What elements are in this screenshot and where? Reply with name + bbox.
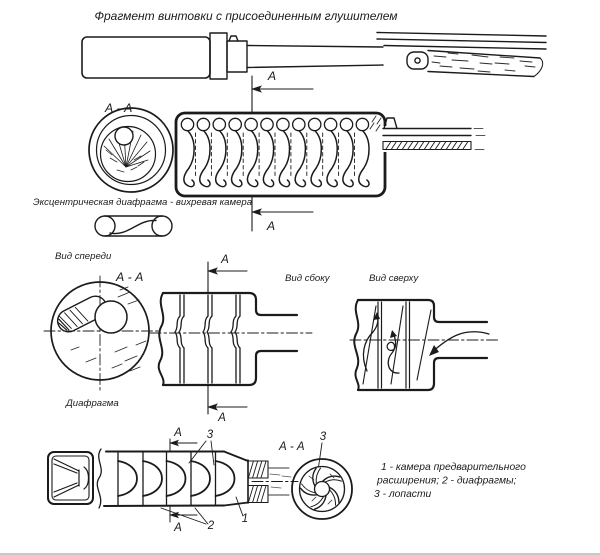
diaphragm-label: Диафрагма <box>66 398 119 409</box>
section-aa-label: А - А <box>116 270 144 284</box>
section-letter: А <box>174 522 182 534</box>
dome-diaphragm <box>143 453 162 506</box>
legend <box>374 462 526 500</box>
legend-line: 3 - лопасти <box>374 489 432 500</box>
part3-callout: 3 <box>206 429 214 441</box>
section-aa-label: А - А <box>105 101 133 115</box>
section-letter: А <box>174 427 182 439</box>
dome-diaphragm <box>167 453 186 506</box>
tilted-vane <box>417 310 431 380</box>
suppressor-body-outline <box>82 37 210 78</box>
barrel-end-dashes <box>474 129 485 150</box>
section-marker-top <box>251 69 313 112</box>
break-line <box>354 300 358 390</box>
vortex-unit <box>277 118 291 186</box>
dome-diaphragm <box>118 453 137 506</box>
stock-pivot-cap <box>407 52 428 69</box>
front-view-drawing <box>44 251 158 409</box>
dome-diaphragm <box>191 453 210 506</box>
multi-chamber-suppressor-drawing <box>48 427 298 534</box>
barrel-wall-hatch <box>386 142 468 149</box>
wood-grain-texture <box>432 53 535 72</box>
front-sight-bump <box>229 36 238 41</box>
end-cap-funnel <box>54 459 89 497</box>
vortex-unit <box>293 118 307 186</box>
part1-callout: 1 <box>241 513 249 525</box>
eccentric-diaphragm-caption: Эксцентрическая диафрагма - вихревая камера <box>33 197 253 208</box>
side-view-label: Вид сбоку <box>285 273 330 284</box>
section-letter: А <box>218 412 226 424</box>
bullet-passage-hole <box>115 127 133 145</box>
fan-section-aa-drawing <box>278 431 352 519</box>
section-letter: А <box>267 69 277 83</box>
front-view-label: Вид спереди <box>55 251 112 262</box>
vortex-unit <box>309 118 323 186</box>
break-line <box>97 449 101 508</box>
vortex-unit <box>340 118 354 186</box>
top-view-label: Вид сверху <box>369 273 419 284</box>
page-title: Фрагмент винтовки с присоединенным глушителем <box>94 9 398 23</box>
fan-blades <box>301 468 342 509</box>
vortex-unit <box>261 118 275 186</box>
side-view-diaphragms <box>175 295 240 383</box>
vortex-unit <box>213 118 227 186</box>
vortex-unit <box>229 118 243 186</box>
vortex-unit <box>197 118 211 186</box>
shell-inner-hatch <box>370 116 381 131</box>
section-aa-label: А - А <box>279 441 305 453</box>
bore-dashes <box>270 474 291 488</box>
suppressor-cross-section-aa <box>89 101 173 192</box>
side-view-drawing <box>150 254 331 424</box>
suppressor-coupling <box>210 33 227 79</box>
bullet-passage-hole <box>95 301 127 333</box>
section-marker-bottom <box>251 197 313 233</box>
legend-line: расширения; 2 - диафрагмы; <box>377 475 517 487</box>
vortex-unit <box>356 118 369 186</box>
vortex-unit <box>245 118 259 186</box>
section-letter: А <box>221 254 229 266</box>
muzzle-adapter <box>227 41 247 72</box>
vortex-chambers <box>181 118 369 186</box>
part3-callout: 3 <box>319 431 327 443</box>
legend-line: 1 - камера предварительного <box>381 462 526 473</box>
pivot-screw <box>415 58 420 63</box>
part2-callout: 2 <box>207 520 215 532</box>
suppressor-longitudinal-cutaway <box>176 113 485 196</box>
vortex-unit <box>324 118 338 186</box>
dome-diaphragms <box>118 453 235 506</box>
forend-bottom-edge <box>428 72 534 77</box>
top-view-drawing <box>350 273 500 390</box>
break-line <box>159 293 164 385</box>
vortex-unit <box>181 118 195 186</box>
section-letter: А <box>266 219 276 233</box>
rifle-overview-drawing <box>82 33 546 80</box>
eccentric-diaphragm-part-drawing <box>95 216 172 236</box>
dome-diaphragm <box>216 453 235 506</box>
